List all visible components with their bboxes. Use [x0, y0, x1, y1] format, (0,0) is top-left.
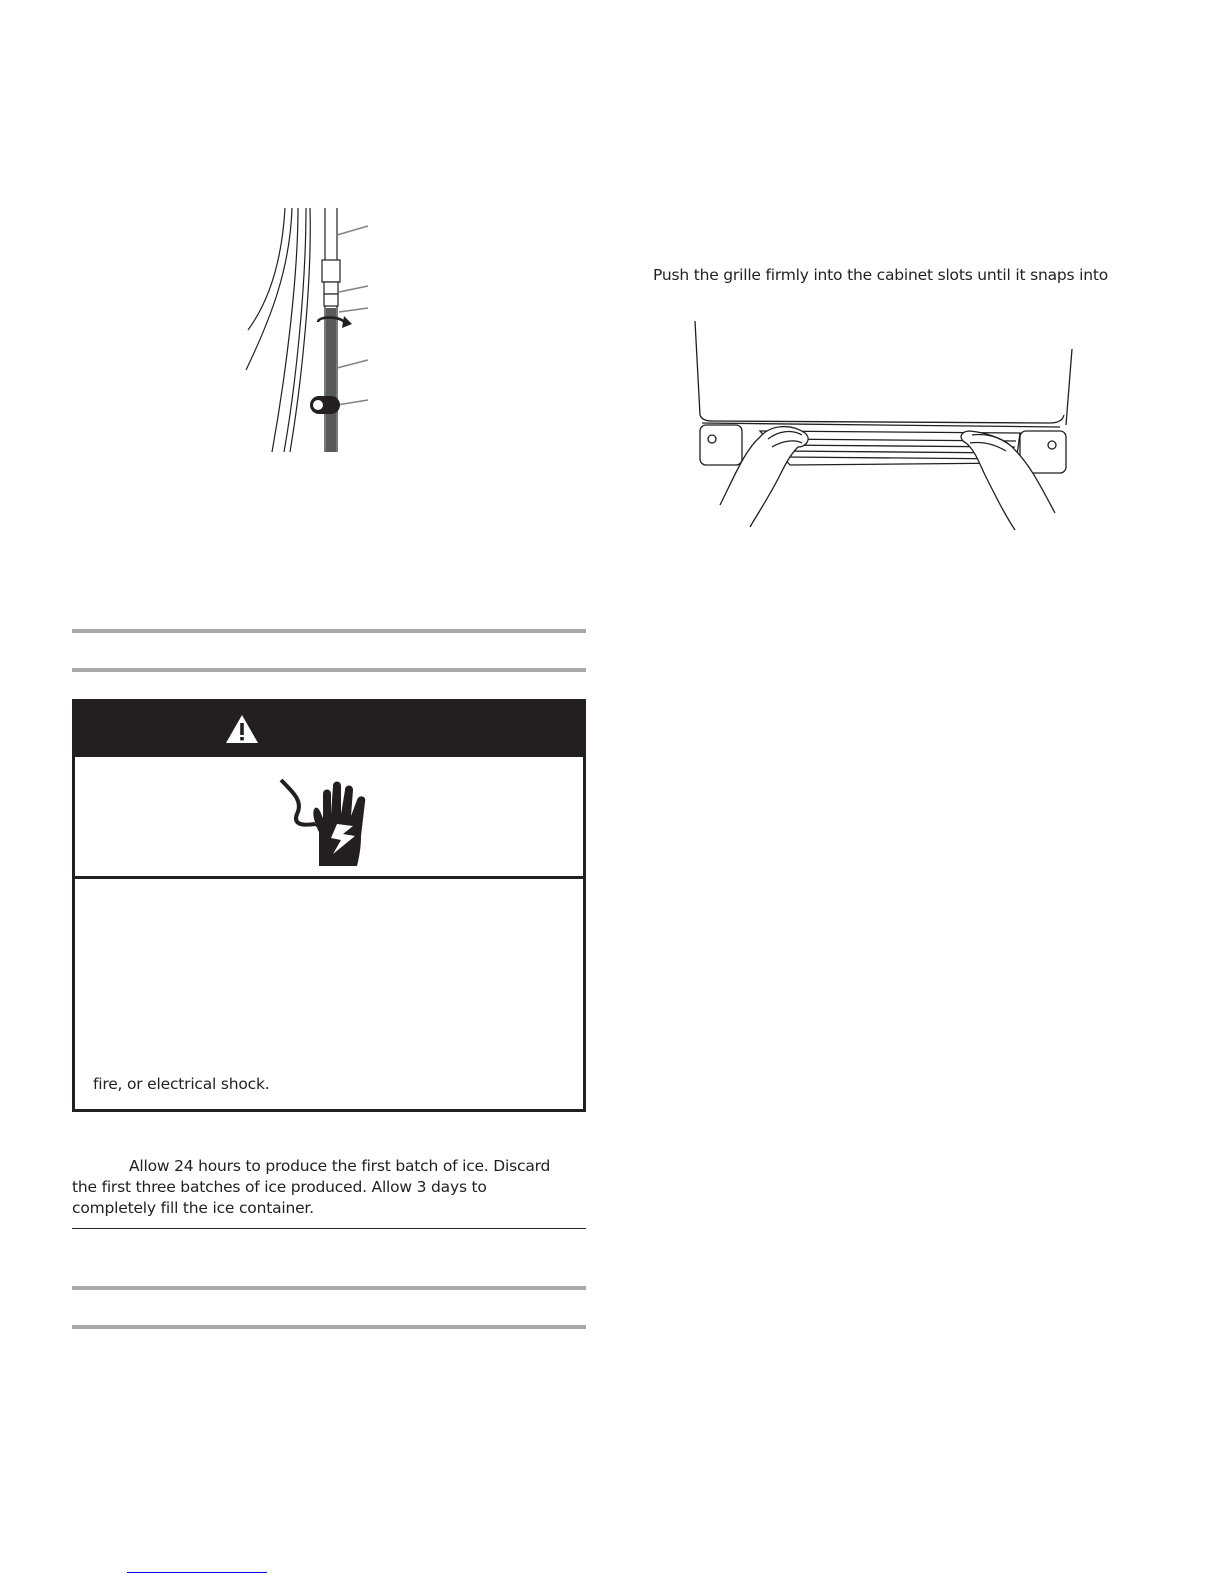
- warning-box: [72, 699, 586, 1112]
- grille-install-illustration: [690, 315, 1090, 535]
- section-rule: [72, 1325, 586, 1329]
- section-rule: [72, 629, 586, 633]
- warning-text-last-line: fire, or electrical shock.: [93, 1075, 270, 1093]
- footer-link-underline[interactable]: [127, 1572, 267, 1573]
- warning-triangle-icon: [225, 714, 259, 744]
- section-rule: [72, 1286, 586, 1290]
- thin-rule: [72, 1228, 586, 1229]
- ice-note-line-2: the first three batches of ice produced. Allow 3 days to: [72, 1178, 487, 1196]
- electrical-shock-hand-icon: [275, 774, 375, 874]
- water-line-connection-illustration: [240, 200, 380, 460]
- grille-instruction-text: Push the grille firmly into the cabinet slots until it snaps into: [653, 266, 1109, 284]
- warning-header: [75, 702, 583, 757]
- section-rule: [72, 668, 586, 672]
- ice-note-line-1: Allow 24 hours to produce the first batch of ice. Discard: [129, 1157, 551, 1175]
- warning-divider: [75, 876, 583, 879]
- ice-note-line-3: completely fill the ice container.: [72, 1199, 314, 1217]
